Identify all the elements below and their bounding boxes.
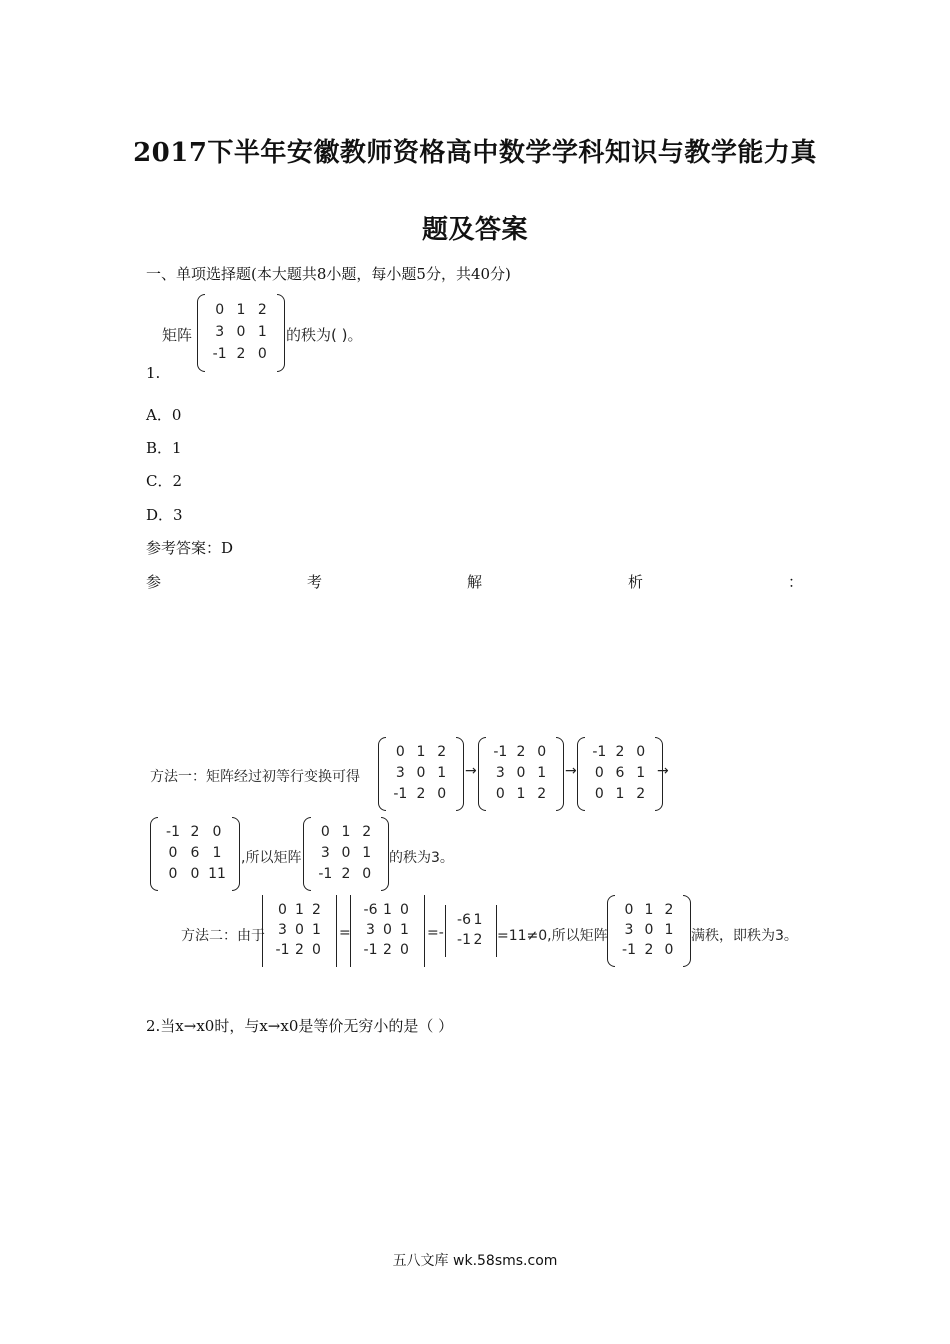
matrix-entry: -1 xyxy=(393,785,408,802)
matrix-entry: -1 xyxy=(592,744,607,761)
q1-matrix xyxy=(197,294,285,372)
matrix-entry: 3 xyxy=(624,922,634,938)
matrix-entry: 0 xyxy=(362,865,372,882)
matrix-entry: 2 xyxy=(416,785,426,802)
option-c: C．2 xyxy=(146,472,183,490)
matrix-entry: 0 xyxy=(312,942,321,958)
matrix-entry: -6 xyxy=(363,902,378,918)
matrix-step1 xyxy=(378,737,464,811)
matrix-entry: -1 xyxy=(493,744,508,761)
matrix-entry: 1 xyxy=(295,902,304,918)
matrix-entry: 1 xyxy=(664,922,674,938)
matrix-entry: 2 xyxy=(362,824,372,841)
matrix-entry: 2 xyxy=(190,824,200,841)
full-rank-text: 满秩，即秩为3。 xyxy=(691,928,798,944)
matrix-entry: 1 xyxy=(383,902,392,918)
determinant-1 xyxy=(262,895,337,967)
matrix-entry: 1 xyxy=(362,845,372,861)
matrix-entry: 2 xyxy=(636,785,646,802)
q1-stem-suffix: 的秩为( )。 xyxy=(286,326,363,344)
matrix-step3 xyxy=(577,737,663,811)
matrix-entry: 0 xyxy=(341,845,351,861)
matrix-entry: 2 xyxy=(473,932,483,948)
matrix-entry: 1 xyxy=(416,744,426,761)
matrix-entry: 1 xyxy=(516,785,526,802)
matrix-entry: 0 xyxy=(168,865,178,882)
matrix-entry: 0 xyxy=(168,845,178,861)
arrow-icon: → xyxy=(565,763,577,779)
matrix-entry: 2 xyxy=(644,942,654,958)
matrix-step2 xyxy=(478,737,564,811)
matrix-entry: 0 xyxy=(516,765,526,781)
matrix-entry: 1 xyxy=(400,922,409,938)
matrix-entry: 0 xyxy=(320,824,330,841)
matrix-entry: -1 xyxy=(275,942,290,958)
matrix-entry: 3 xyxy=(495,765,505,781)
q1-stem-prefix: 矩阵 xyxy=(162,326,193,344)
analysis-char: 析 xyxy=(628,573,644,591)
answer: 参考答案：D xyxy=(146,539,234,557)
matrix-entry: 0 xyxy=(190,865,200,882)
method1-label: 方法一：矩阵经过初等行变换可得 xyxy=(150,769,360,785)
matrix-original xyxy=(303,817,389,891)
determinant-3 xyxy=(445,905,497,957)
matrix-entry: 1 xyxy=(537,765,547,781)
rank-text: 的秩为3。 xyxy=(389,850,454,866)
matrix-entry: 0 xyxy=(212,824,222,841)
matrix-entry: -1 xyxy=(363,942,378,958)
q1-figure xyxy=(160,290,390,376)
matrix-entry: -1 xyxy=(318,865,333,882)
equals-sign: = xyxy=(339,925,351,941)
matrix-entry: 0 xyxy=(537,744,547,761)
matrix-entry: 2 xyxy=(257,302,267,318)
matrix-entry: 0 xyxy=(664,942,674,958)
matrix-entry: 1 xyxy=(236,302,246,318)
matrix-entry: 2 xyxy=(295,942,304,958)
matrix-entry: 2 xyxy=(437,744,447,761)
matrix-entry: 0 xyxy=(295,922,304,938)
matrix-entry: 2 xyxy=(664,902,674,918)
matrix-entry: 1 xyxy=(312,922,321,938)
matrix-entry: 0 xyxy=(624,902,634,918)
matrix-entry: 1 xyxy=(615,785,625,802)
footer-watermark: 五八文库 wk.58sms.com xyxy=(392,1253,558,1269)
doc-title-line2: 题及答案 xyxy=(421,215,528,245)
matrix-entry: 0 xyxy=(644,922,654,938)
q2-stem: 2.当x→x0时，与x→x0是等价无穷小的是（ ） xyxy=(146,1017,454,1035)
matrix-entry: 2 xyxy=(341,865,351,882)
solution-figure xyxy=(145,733,800,973)
matrix-entry: 0 xyxy=(400,902,409,918)
q1-number: 1. xyxy=(146,364,161,382)
matrix-entry: 1 xyxy=(212,845,222,861)
matrix-entry: 0 xyxy=(400,942,409,958)
matrix-entry: 3 xyxy=(366,922,375,938)
option-a: A．0 xyxy=(146,406,182,424)
matrix-entry: 3 xyxy=(215,324,225,340)
matrix-entry: 11 xyxy=(208,865,226,882)
matrix-entry: -1 xyxy=(166,824,180,841)
matrix-entry: -1 xyxy=(622,942,636,958)
matrix-entry: 3 xyxy=(278,922,287,938)
matrix-entry: 2 xyxy=(236,346,246,362)
matrix-entry: 0 xyxy=(215,302,225,318)
matrix-entry: 1 xyxy=(473,912,483,928)
matrix-entry: 0 xyxy=(257,346,267,362)
analysis-char: 解 xyxy=(467,573,483,591)
matrix-entry: 0 xyxy=(383,922,392,938)
matrix-entry: 0 xyxy=(416,765,426,781)
matrix-entry: 2 xyxy=(615,744,625,761)
arrow-icon: → xyxy=(657,763,669,779)
matrix-entry: 6 xyxy=(190,845,200,861)
matrix-entry: 0 xyxy=(594,765,604,781)
option-d: D．3 xyxy=(146,506,183,524)
method2-label: 方法二：由于 xyxy=(181,928,265,944)
matrix-entry: 0 xyxy=(594,785,604,802)
matrix-entry: 1 xyxy=(257,324,267,340)
matrix-entry: 2 xyxy=(537,785,547,802)
doc-title-line1: 2017下半年安徽教师资格高中数学学科知识与教学能力真 xyxy=(133,138,817,168)
equals-negative-sign: =- xyxy=(427,925,444,941)
analysis-char: 参 xyxy=(146,573,162,591)
matrix-entry: -6 xyxy=(457,912,471,928)
matrix-entry: 1 xyxy=(636,765,646,781)
option-b: B．1 xyxy=(146,439,182,457)
matrix-entry: 0 xyxy=(495,785,505,802)
matrix-entry: 0 xyxy=(636,744,646,761)
section-heading: 一、单项选择题(本大题共8小题，每小题5分，共40分) xyxy=(146,265,511,283)
matrix-entry: 0 xyxy=(395,744,405,761)
matrix-entry: 2 xyxy=(312,902,321,918)
result-text: =11≠0,所以矩阵 xyxy=(497,928,608,944)
matrix-entry: 1 xyxy=(644,902,654,918)
matrix-entry: 2 xyxy=(516,744,526,761)
matrix-entry: 0 xyxy=(278,902,287,918)
matrix-entry: -1 xyxy=(457,932,471,948)
analysis-char: ： xyxy=(788,573,804,591)
matrix-entry: 2 xyxy=(383,942,392,958)
matrix-entry: 1 xyxy=(437,765,447,781)
arrow-icon: → xyxy=(465,763,477,779)
analysis-char: 考 xyxy=(307,573,323,591)
matrix-entry: -1 xyxy=(212,346,227,362)
matrix-entry: 0 xyxy=(437,785,447,802)
so-text: ,所以矩阵 xyxy=(241,850,302,866)
matrix-entry: 3 xyxy=(320,845,330,861)
determinant-2 xyxy=(350,895,425,967)
matrix-entry: 6 xyxy=(615,765,625,781)
matrix-step4 xyxy=(150,817,240,891)
matrix-entry: 0 xyxy=(236,324,246,340)
matrix-full-rank xyxy=(607,895,691,967)
matrix-entry: 3 xyxy=(395,765,405,781)
matrix-entry: 1 xyxy=(341,824,351,841)
